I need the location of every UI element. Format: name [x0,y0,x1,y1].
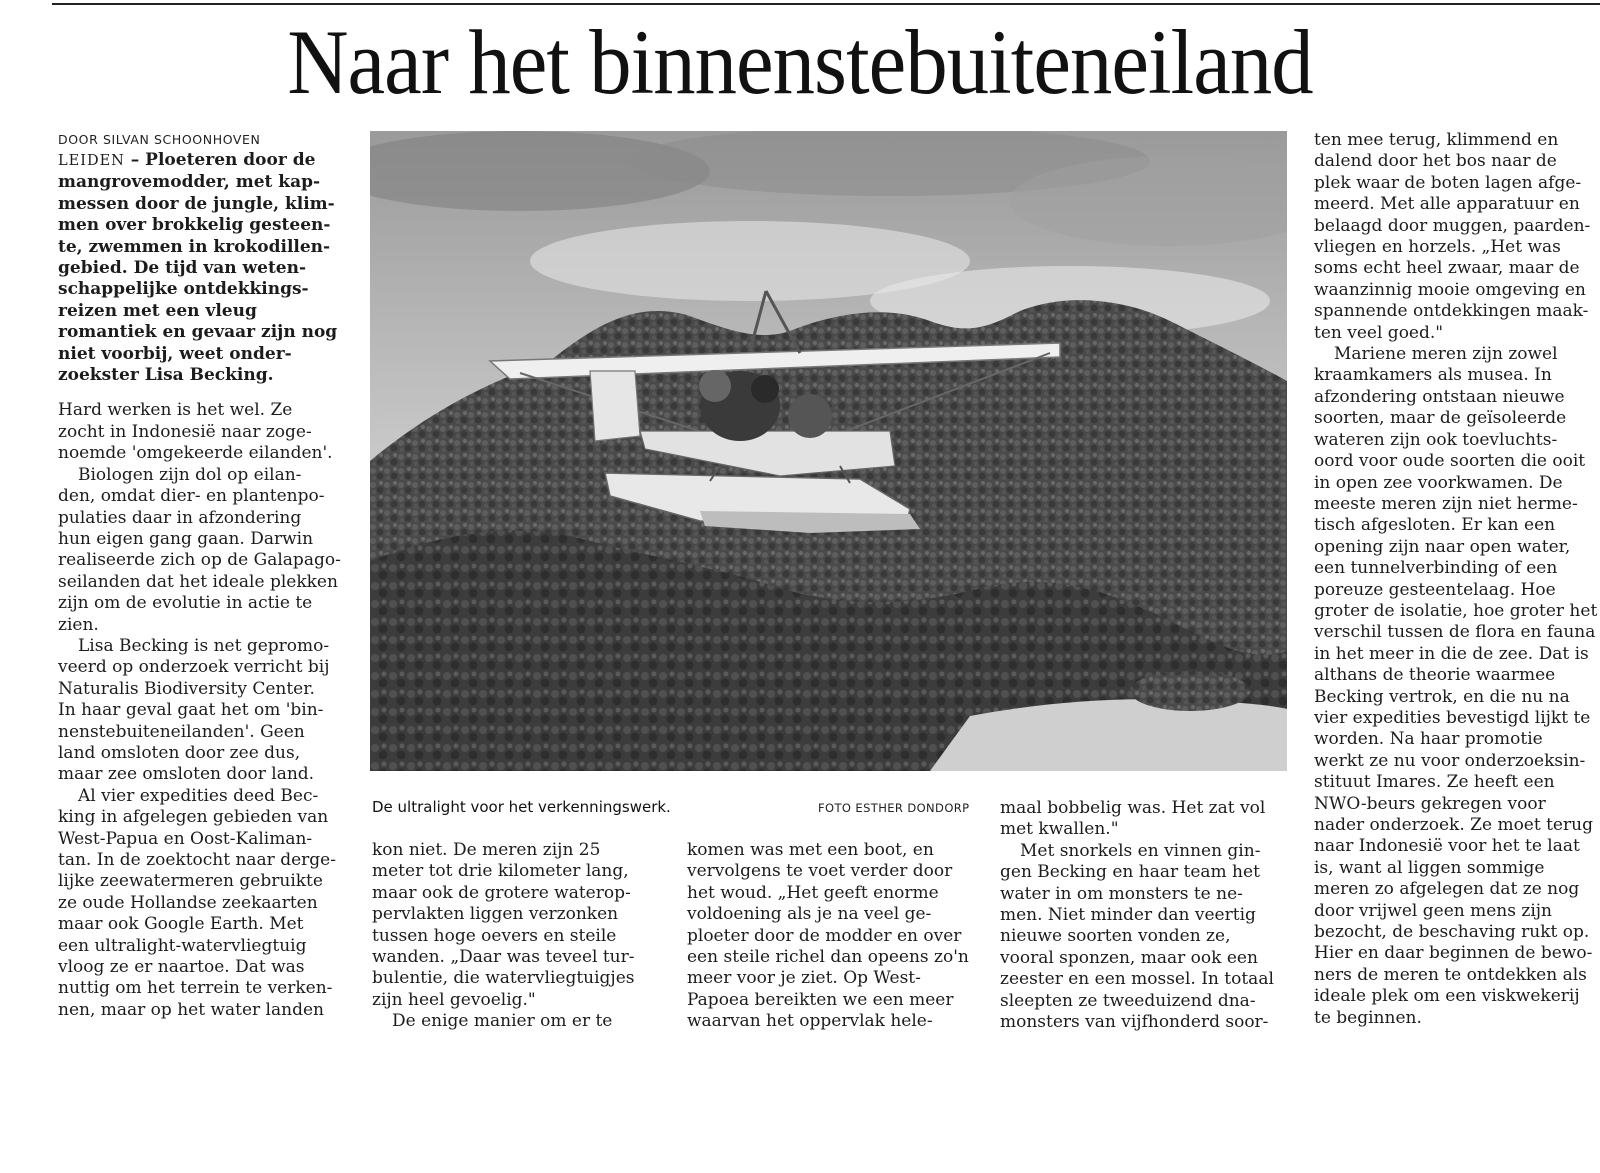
text-line: ners de meren te ontdekken als [1314,964,1587,985]
text-line: maal bobbelig was. Het zat vol [1000,798,1266,818]
lead-line: schappelijke ontdekkings- [58,279,309,300]
text-line: tussen hoge oevers en steile [372,925,617,946]
text-line: Lisa Becking is net gepromo- [78,635,330,656]
text-line: nieuwe soorten vonden ze, [1000,926,1231,947]
text-line: meeste meren zijn niet herme- [1314,493,1578,514]
text-line: Hier en daar beginnen de bewo- [1314,943,1593,964]
text-line: men. Niet minder dan veertig [1000,905,1256,926]
text-line: althans de theorie waarmee [1314,665,1556,686]
lead-line: te, zwemmen in krokodillen- [58,236,331,257]
text-line: worden. Na haar promotie [1314,729,1543,750]
paragraph [372,840,667,1011]
text-line: Mariene meren zijn zowel [1334,344,1558,365]
text-line: wateren zijn ook toevluchts- [1314,429,1558,450]
text-line: De enige manier om er te [392,1011,613,1032]
text-line: soms echt heel zwaar, maar de [1314,258,1580,279]
text-line: waanzinnig mooie omgeving en [1314,279,1586,300]
text-line: Hard werken is het wel. Ze [58,400,293,421]
text-line: noemde 'omgekeerde eilanden'. [58,443,333,464]
lead-line: zoekster Lisa Becking. [58,365,274,386]
text-line: dalend door het bos naar de [1314,151,1557,172]
text-line: zijn heel gevoelig." [372,989,536,1010]
text-line: veerd op onderzoek verricht bij [58,657,330,678]
text-line: verschil tussen de flora en fauna [1314,622,1596,643]
text-line: een steile richel dan opeens zo'n [687,947,969,968]
top-rule [52,3,1600,5]
text-line: waarvan het oppervlak hele- [687,1011,933,1032]
text-line: pulaties daar in afzondering [58,507,302,528]
lead-line: men over brokkelig gesteen- [58,215,331,236]
text-line: realiseerde zich op de Galapago- [58,550,341,571]
text-line: spannende ontdekkingen maak- [1314,301,1589,322]
text-line: ten veel goed." [1314,322,1444,343]
lead-line: reizen met een vleug [58,300,257,321]
text-line: Naturalis Biodiversity Center. [58,678,315,699]
text-line: in open zee voorkwamen. De [1314,472,1563,493]
text-line: ploeter door de modder en over [687,925,962,946]
text-line: zijn om de evolutie in actie te [58,593,313,614]
text-line: zocht in Indonesië naar zoge- [58,421,312,442]
text-line: groter de isolatie, hoe groter het [1314,600,1598,621]
text-line: naar Indonesië voor het te laat [1314,836,1580,857]
text-line: kon niet. De meren zijn 25 [372,840,601,860]
text-line: komen was met een boot, en [687,840,934,860]
text-line: seilanden dat het ideale plekken [58,571,338,592]
article-column-3 [687,840,982,1033]
text-line: poreuze gesteentelaag. Hoe [1314,579,1556,600]
text-line: plek waar de boten lagen afge- [1314,172,1582,193]
paragraph [58,400,358,464]
text-line: Biologen zijn dol op eilan- [78,464,302,485]
text-line: opening zijn naar open water, [1314,536,1571,557]
article-column-1 [58,130,358,1021]
text-line: land omsloten door zee dus, [58,742,301,763]
text-line: ten mee terug, klimmend en [1314,130,1559,150]
text-line: king in afgelegen gebieden van [58,807,329,828]
text-line: is, want al liggen sommige [1314,857,1545,878]
lead-line: gebied. De tijd van weten- [58,258,307,279]
text-line: oord voor oude soorten die ooit [1314,451,1586,472]
text-line: meer voor je ziet. Op West- [687,968,921,989]
text-line: vooral sponzen, maar ook een [1000,947,1258,968]
text-line: voldoening als je na veel ge- [687,904,932,925]
text-line: belaagd door muggen, paarden- [1314,215,1591,236]
text-line: zien. [58,614,99,635]
text-line: sleepten ze tweeduizend dna- [1000,990,1256,1011]
text-line: meter tot drie kilometer lang, [372,861,629,882]
text-line: gen Becking en haar team het [1000,862,1260,883]
text-line: tan. In de zoektocht naar derge- [58,850,336,870]
text-line: bezocht, de beschaving rukt op. [1314,922,1590,943]
lead-line: messen door de jungle, klim- [58,193,335,214]
byline: DOOR SILVAN SCHOONHOVEN [58,132,261,147]
text-line: Met snorkels en vinnen gin- [1020,840,1261,861]
text-line: vliegen en horzels. „Het was [1314,237,1561,258]
ultralight-photo [370,131,1287,771]
text-line: vervolgens te voet verder door [687,861,953,882]
text-line: meerd. Met alle apparatuur en [1314,194,1580,215]
text-line: Papoea bereikten we een meer [687,989,954,1010]
paragraph [1314,130,1600,344]
text-line: maar ook Google Earth. Met [58,914,304,935]
text-line: het woud. „Het geeft enorme [687,882,939,903]
paragraph [687,840,982,1033]
paragraph [58,465,358,636]
text-line: vier expedities bevestigd lijkt te [1314,707,1591,728]
text-line: soorten, maar de geïsoleerde [1314,408,1567,429]
text-line: monsters van vijfhonderd soor- [1000,1012,1269,1033]
lead-line: niet voorbij, weet onder- [58,343,292,364]
lead-line: romantiek en gevaar zijn nog [58,322,338,343]
text-line: lijke zeewatermeren gebruikte [58,871,323,892]
text-line: stituut Imares. Ze heeft een [1314,772,1555,793]
lead-paragraph [58,150,358,386]
text-line: NWO-beurs gekregen voor [1314,793,1546,814]
text-line: maar zee omsloten door land. [58,764,315,785]
article-column-5 [1314,130,1600,1029]
paragraph [372,1011,667,1032]
text-line: ze oude Hollandse zeekaarten [58,892,318,913]
text-line: nen, maar op het water landen [58,999,324,1020]
text-line: met kwallen." [1000,819,1119,840]
text-line: den, omdat dier- en plantenpo- [58,486,325,507]
text-line: water in om monsters te ne- [1000,883,1243,904]
text-line: een ultralight-watervliegtuig [58,935,307,956]
column-1-body [58,400,358,1021]
dateline: LEIDEN [58,153,125,169]
text-line: afzondering ontstaan nieuwe [1314,386,1565,407]
article-column-4 [1000,798,1295,1033]
paragraph [1000,798,1295,841]
lead-line: LEIDEN – Ploeteren door de [58,150,316,170]
text-line: tisch afgesloten. Er kan een [1314,515,1556,536]
text-line: Al vier expedities deed Bec- [78,785,319,806]
headline: Naar het binnenstebuiteneiland [287,11,1313,113]
ultralight-photo-image [370,131,1287,771]
paragraph [1314,344,1600,1029]
text-line: zeester en een mossel. In totaal [1000,969,1274,990]
text-line: Becking vertrok, en die nu na [1314,686,1570,707]
text-line: nader onderzoek. Ze moet terug [1314,815,1593,835]
text-line: werkt ze nu voor onderzoeksin- [1314,750,1586,771]
text-line: kraamkamers als musea. In [1314,365,1552,386]
text-line: hun eigen gang gaan. Darwin [58,528,314,549]
text-line: nuttig om het terrein te verken- [58,978,333,999]
paragraph [58,786,358,1021]
article-column-2 [372,840,667,1033]
text-line: nenstebuiteneilanden'. Geen [58,721,305,742]
text-line: meren zo afgelegen dat ze nog [1314,879,1580,900]
photo-caption: De ultralight voor het verkenningswerk. [372,798,671,816]
text-line: pervlakten liggen verzonken [372,904,619,925]
photo-credit: FOTO ESTHER DONDORP [818,801,970,815]
text-line: bulentie, die watervliegtuigjes [372,968,635,989]
text-line: te beginnen. [1314,1007,1422,1028]
text-line: een tunnelverbinding of een [1314,558,1558,579]
lead-line: mangrovemodder, met kap- [58,172,321,193]
text-line: wanden. „Daar was teveel tur- [372,947,635,968]
text-line: ideale plek om een viskwekerij [1314,986,1580,1007]
text-line: West-Papua en Oost-Kaliman- [58,828,313,849]
text-line: vloog ze er naartoe. Dat was [58,957,305,978]
paragraph [1000,841,1295,1034]
text-line: maar ook de grotere waterop- [372,882,631,903]
paragraph [58,636,358,786]
text-line: door vrijwel geen mens zijn [1314,900,1552,921]
text-line: In haar geval gaat het om 'bin- [58,700,324,721]
text-line: in het meer in die de zee. Dat is [1314,643,1589,664]
